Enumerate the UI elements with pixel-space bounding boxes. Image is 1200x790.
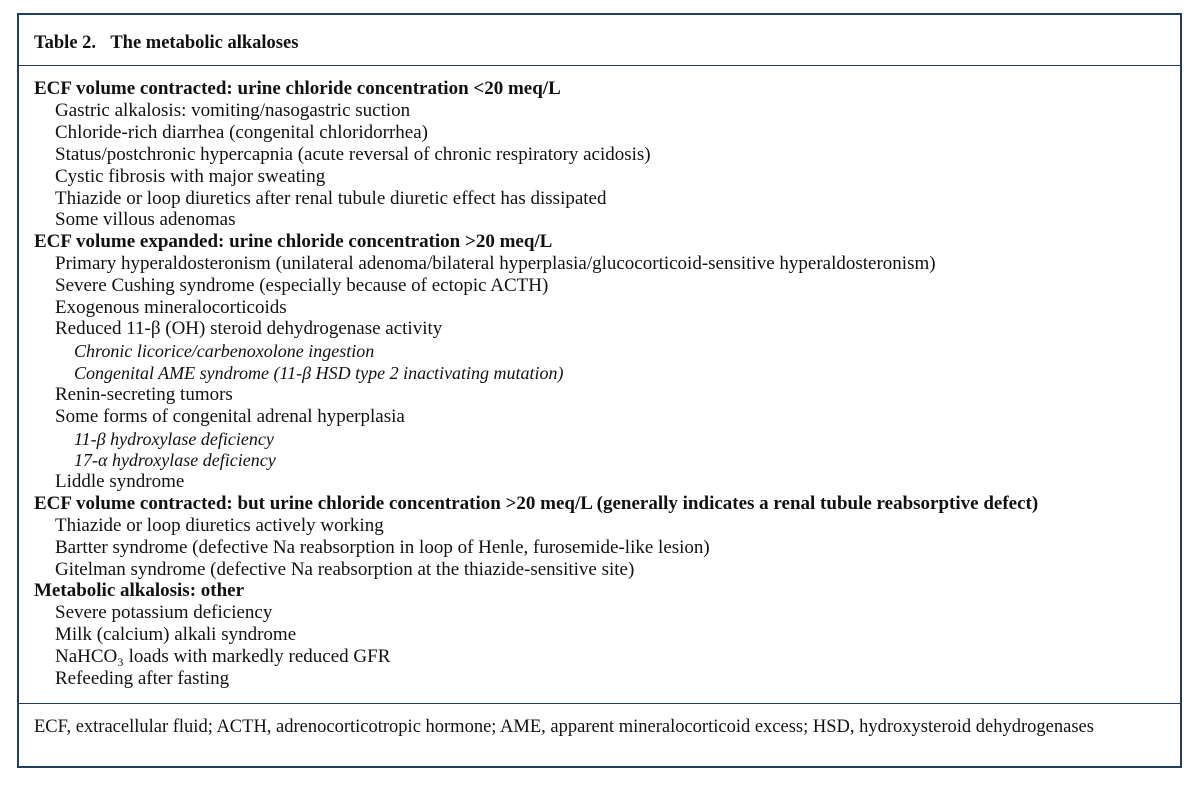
list-item: Some villous adenomas (55, 209, 236, 230)
sub-item: Chronic licorice/carbenoxolone ingestion (74, 341, 375, 361)
list-item: Severe Cushing syndrome (especially because of ectopic ACTH) (55, 275, 549, 296)
sub-item: 11-β hydroxylase deficiency (74, 429, 274, 449)
table-frame (17, 13, 1182, 768)
list-item: Status/postchronic hypercapnia (acute reversal of chronic respiratory acidosis) (55, 144, 651, 165)
list-item: Gastric alkalosis: vomiting/nasogastric suction (55, 100, 411, 121)
table-title-text: The metabolic alkaloses (110, 33, 299, 53)
section-heading: ECF volume contracted: but urine chloride concentration >20 meq/L (generally indicates a renal tubule reabsorptive defect) (34, 493, 1039, 514)
list-item: Liddle syndrome (55, 471, 185, 492)
list-item: Primary hyperaldosteronism (unilateral adenoma/bilateral hyperplasia/glucocorticoid-sensitive hyperaldosteronism) (55, 253, 936, 274)
section-heading: ECF volume contracted: urine chloride concentration <20 meq/L (34, 78, 561, 99)
list-item: Cystic fibrosis with major sweating (55, 166, 326, 187)
table-footnote: ECF, extracellular fluid; ACTH, adrenocorticotropic hormone; AME, apparent mineralocorticoid excess; HSD, hydroxysteroid dehydrogenases (34, 717, 1094, 737)
list-item: Chloride-rich diarrhea (congenital chloridorrhea) (55, 122, 428, 143)
list-item: Reduced 11-β (OH) steroid dehydrogenase activity (55, 318, 443, 339)
sub-item: Congenital AME syndrome (11-β HSD type 2 inactivating mutation) (74, 363, 564, 383)
list-item: Severe potassium deficiency (55, 602, 273, 623)
list-item: Milk (calcium) alkali syndrome (55, 624, 297, 645)
list-item: Exogenous mineralocorticoids (55, 297, 287, 318)
section-heading: Metabolic alkalosis: other (34, 580, 245, 601)
list-item: Some forms of congenital adrenal hyperplasia (55, 406, 405, 427)
table-title-row (19, 15, 1180, 66)
table-number: Table 2. (34, 33, 97, 53)
list-item: NaHCO₃ loads with markedly reduced GFR (55, 646, 391, 667)
list-item: Refeeding after fasting (55, 668, 230, 689)
sub-item: 17-α hydroxylase deficiency (74, 450, 276, 470)
table-footnote-row (19, 703, 1180, 768)
list-item: Bartter syndrome (defective Na reabsorption in loop of Henle, furosemide-like lesion) (55, 537, 710, 558)
list-item: Thiazide or loop diuretics after renal tubule diuretic effect has dissipated (55, 188, 607, 209)
list-item: Renin-secreting tumors (55, 384, 233, 405)
list-item: Gitelman syndrome (defective Na reabsorption at the thiazide-sensitive site) (55, 559, 635, 580)
table-title (34, 33, 298, 54)
section-heading: ECF volume expanded: urine chloride concentration >20 meq/L (34, 231, 553, 252)
list-item: Thiazide or loop diuretics actively working (55, 515, 384, 536)
